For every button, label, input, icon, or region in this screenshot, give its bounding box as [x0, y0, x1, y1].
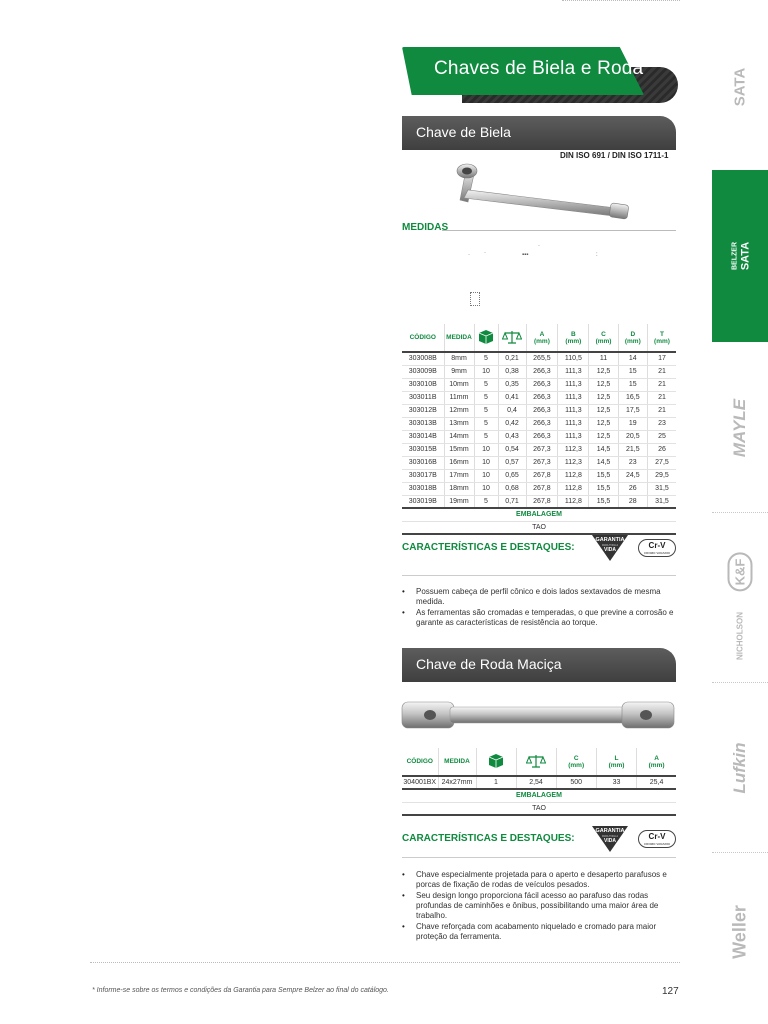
- table-cell: 16,5: [618, 391, 647, 404]
- col-codigo: CÓDIGO: [402, 748, 438, 776]
- table-cell: 21: [647, 391, 676, 404]
- scale-icon: [526, 753, 546, 769]
- table-cell: 5: [474, 378, 498, 391]
- garantia-mid: PARA TODA A: [601, 544, 619, 547]
- col-weight: [516, 748, 556, 776]
- brand-sata[interactable]: SATA: [731, 67, 749, 107]
- col-c-unit: (mm): [595, 337, 612, 345]
- table-cell: 2,54: [516, 776, 556, 789]
- table-cell: 303009B: [402, 365, 444, 378]
- bullet-item: • As ferramentas são cromadas e temperadas, o que previne a corrosão e garante as características de resistência ao torque.: [402, 608, 678, 628]
- section-header-chave-de-biela: [402, 116, 676, 150]
- brand-divider: [712, 682, 768, 683]
- bullet-item: • Possuem cabeça de perfil cônico e dois lados sextavados de mesma medida.: [402, 587, 678, 607]
- table-cell: 303012B: [402, 404, 444, 417]
- col-b: [558, 324, 589, 352]
- crv-label: Cr-V: [648, 832, 666, 841]
- table-cell: 17,5: [618, 404, 647, 417]
- table-cell: 0,42: [498, 417, 526, 430]
- table-cell: 10: [474, 482, 498, 495]
- brand-belzer-sata: SATA: [739, 241, 752, 271]
- table-cell: 21: [647, 404, 676, 417]
- table-cell: 0,57: [498, 456, 526, 469]
- garantia-badge: [590, 824, 630, 854]
- col-c-label: C: [573, 754, 579, 762]
- table-cell: 265,5: [526, 352, 558, 365]
- table-cell: 12,5: [589, 417, 618, 430]
- table-cell: 15mm: [444, 443, 474, 456]
- table-cell: 14mm: [444, 430, 474, 443]
- table-cell: 9mm: [444, 365, 474, 378]
- table-cell: 15: [618, 365, 647, 378]
- table-cell: 12,5: [589, 404, 618, 417]
- crv-sub: CROMO VANADIO: [644, 551, 670, 555]
- crv-label: Cr-V: [648, 541, 666, 550]
- table-cell: 112,8: [558, 482, 589, 495]
- section-title: Chave de Roda Maciça: [416, 656, 562, 672]
- col-c-unit: (mm): [568, 761, 585, 769]
- col-medida: MEDIDA: [444, 324, 474, 352]
- table-cell: 12,5: [589, 365, 618, 378]
- table-cell: 111,3: [558, 417, 589, 430]
- table-cell: 1: [476, 776, 516, 789]
- table-cell: 111,3: [558, 378, 589, 391]
- col-a-unit: (mm): [648, 761, 665, 769]
- table-cell: 5: [474, 495, 498, 508]
- dimension-mark: ·: [484, 250, 486, 256]
- table-row: [402, 443, 676, 456]
- table-cell: 10mm: [444, 378, 474, 391]
- roda-bullets: [402, 870, 678, 943]
- garantia-mid: PARA TODA A: [601, 835, 619, 838]
- dimension-diagram: [470, 292, 480, 306]
- crv-badge: [638, 830, 676, 848]
- table-cell: 112,3: [558, 443, 589, 456]
- table-cell: 12mm: [444, 404, 474, 417]
- table-row: [402, 404, 676, 417]
- table-cell: 20,5: [618, 430, 647, 443]
- table-cell: 266,3: [526, 391, 558, 404]
- table-cell: 11: [589, 352, 618, 365]
- crv-badge: [638, 539, 676, 557]
- l-wrench-image: [444, 158, 634, 228]
- brand-divider: [712, 512, 768, 513]
- table-cell: 14,5: [589, 456, 618, 469]
- table-row: [402, 469, 676, 482]
- table-cell: 266,3: [526, 430, 558, 443]
- col-a-label: A: [654, 754, 659, 762]
- table-cell: 303018B: [402, 482, 444, 495]
- table-cell: 31,5: [647, 482, 676, 495]
- table-cell: 5: [474, 430, 498, 443]
- table-row: [402, 417, 676, 430]
- table-cell: 267,3: [526, 443, 558, 456]
- table-cell: 303008B: [402, 352, 444, 365]
- col-d-label: D: [630, 330, 636, 338]
- din-standard: DIN ISO 691 / DIN ISO 1711-1: [560, 151, 669, 160]
- table-cell: 111,3: [558, 365, 589, 378]
- col-l-unit: (mm): [608, 761, 625, 769]
- bullet-item: • Chave especialmente projetada para o aperto e desaperto parafusos e porcas de fixação de rodas de veículos pesados.: [402, 870, 678, 890]
- table-cell: 29,5: [647, 469, 676, 482]
- active-brand-label: [729, 242, 752, 270]
- garantia-badge: [590, 533, 630, 563]
- table-cell: 26: [618, 482, 647, 495]
- chave-biela-table-body: [402, 352, 676, 508]
- scale-icon: [502, 329, 522, 345]
- col-c: [589, 324, 618, 352]
- table-cell: 18mm: [444, 482, 474, 495]
- crv-sub: CROMO VANADIO: [644, 842, 670, 846]
- table-cell: 112,8: [558, 495, 589, 508]
- brand-tab-belzer-sata[interactable]: [712, 170, 768, 342]
- page-title: Chaves de Biela e Roda: [434, 58, 644, 79]
- table-cell: 0,43: [498, 430, 526, 443]
- table-cell: 267,8: [526, 469, 558, 482]
- table-cell: 0,68: [498, 482, 526, 495]
- table-cell: 15: [618, 378, 647, 391]
- table-cell: 5: [474, 417, 498, 430]
- footer-rule: [90, 962, 680, 963]
- col-b-label: B: [571, 330, 576, 338]
- garantia-bottom: VIDA: [604, 838, 616, 844]
- table-cell: 11mm: [444, 391, 474, 404]
- table-cell: 266,3: [526, 417, 558, 430]
- top-dotted-rule: [562, 0, 680, 1]
- table-cell: 112,3: [558, 456, 589, 469]
- table-cell: 111,3: [558, 391, 589, 404]
- table-cell: 0,38: [498, 365, 526, 378]
- section-header-chave-de-roda: [402, 648, 676, 682]
- characteristics-rule: [402, 575, 676, 576]
- table-cell: 5: [474, 391, 498, 404]
- table-cell: 33: [596, 776, 636, 789]
- table-cell: 21,5: [618, 443, 647, 456]
- table-cell: 111,3: [558, 404, 589, 417]
- table-cell: 267,8: [526, 495, 558, 508]
- table-cell: 111,3: [558, 430, 589, 443]
- table-cell: 23: [647, 417, 676, 430]
- table-cell: 10: [474, 469, 498, 482]
- col-t: [647, 324, 676, 352]
- table-row: [402, 365, 676, 378]
- col-weight: [498, 324, 526, 352]
- embalagem-label: EMBALAGEM: [402, 508, 676, 521]
- garantia-bottom: VIDA: [604, 547, 616, 553]
- col-a: [526, 324, 558, 352]
- box-icon: [488, 753, 504, 769]
- table-row: [402, 352, 676, 365]
- col-a: [637, 748, 676, 776]
- table-cell: 21: [647, 378, 676, 391]
- table-cell: 19mm: [444, 495, 474, 508]
- table-cell: 303013B: [402, 417, 444, 430]
- table-cell: 24x27mm: [438, 776, 476, 789]
- table-cell: 17: [647, 352, 676, 365]
- characteristics-rule: [402, 857, 676, 858]
- table-row: [402, 456, 676, 469]
- table-cell: 24,5: [618, 469, 647, 482]
- table-cell: 12,5: [589, 378, 618, 391]
- table-cell: 25,4: [637, 776, 676, 789]
- table-cell: 25: [647, 430, 676, 443]
- table-cell: 303017B: [402, 469, 444, 482]
- col-t-label: T: [659, 330, 664, 338]
- table-cell: 12,5: [589, 391, 618, 404]
- table-cell: 8mm: [444, 352, 474, 365]
- table-cell: 0,35: [498, 378, 526, 391]
- table-cell: 10: [474, 456, 498, 469]
- table-cell: 303016B: [402, 456, 444, 469]
- table-cell: 17mm: [444, 469, 474, 482]
- col-t-unit: (mm): [654, 337, 670, 345]
- bullet-item: • Chave reforçada com acabamento niquelado e cromado para maior proteção da ferramenta.: [402, 922, 678, 942]
- table-cell: 10: [474, 365, 498, 378]
- table-cell: 12,5: [589, 430, 618, 443]
- dimension-mark: ▪▪▪: [522, 252, 529, 258]
- table-row: [402, 482, 676, 495]
- table-row: [402, 378, 676, 391]
- table-cell: 303010B: [402, 378, 444, 391]
- box-icon: [478, 329, 494, 345]
- dimension-mark: :: [596, 252, 598, 258]
- table-cell: 14: [618, 352, 647, 365]
- table-row: [402, 776, 676, 789]
- bullet-item: • Seu design longo proporciona fácil acesso ao parafuso das rodas profundas de caminhões e ônibus, possibilitando uma maior área de trabalho.: [402, 891, 678, 921]
- table-cell: 267,3: [526, 456, 558, 469]
- table-cell: 31,5: [647, 495, 676, 508]
- main-header-ribbon: [402, 47, 678, 105]
- table-row: [402, 495, 676, 508]
- table-cell: 19: [618, 417, 647, 430]
- col-codigo: CÓDIGO: [402, 324, 444, 352]
- table-cell: 0,21: [498, 352, 526, 365]
- col-c: [556, 748, 596, 776]
- table-cell: 27,5: [647, 456, 676, 469]
- table-cell: 0,54: [498, 443, 526, 456]
- table-cell: 0,41: [498, 391, 526, 404]
- biela-bullets: [402, 587, 678, 629]
- table-cell: 13mm: [444, 417, 474, 430]
- table-cell: 0,65: [498, 469, 526, 482]
- table-cell: 500: [556, 776, 596, 789]
- brand-weller[interactable]: Weller: [729, 905, 750, 959]
- table-row: [402, 391, 676, 404]
- col-l: [596, 748, 636, 776]
- table-row: [402, 430, 676, 443]
- embalagem-value: TAO: [402, 802, 676, 815]
- table-cell: 267,8: [526, 482, 558, 495]
- garantia-top: GARANTIA: [595, 828, 625, 834]
- table-cell: 10: [474, 443, 498, 456]
- table-cell: 23: [618, 456, 647, 469]
- page-number: 127: [662, 986, 679, 997]
- table-cell: 16mm: [444, 456, 474, 469]
- table-cell: 28: [618, 495, 647, 508]
- table-cell: 5: [474, 404, 498, 417]
- roda-wrench-image: [400, 698, 676, 732]
- table-cell: 303014B: [402, 430, 444, 443]
- table-cell: 266,3: [526, 378, 558, 391]
- chave-biela-table: [402, 324, 676, 535]
- table-cell: 14,5: [589, 443, 618, 456]
- col-a-label: A: [539, 330, 545, 338]
- col-medida: MEDIDA: [438, 748, 476, 776]
- characteristics-title: CARACTERÍSTICAS E DESTAQUES:: [402, 833, 575, 844]
- table-cell: 303019B: [402, 495, 444, 508]
- table-cell: 15,5: [589, 469, 618, 482]
- table-cell: 266,3: [526, 365, 558, 378]
- table-cell: 15,5: [589, 482, 618, 495]
- table-cell: 304001BX: [402, 776, 438, 789]
- brand-nicholson[interactable]: NICHOLSON: [735, 612, 745, 660]
- table-cell: 266,3: [526, 404, 558, 417]
- col-d-unit: (mm): [624, 337, 641, 345]
- characteristics-title: CARACTERÍSTICAS E DESTAQUES:: [402, 542, 575, 553]
- col-l-label: L: [614, 754, 619, 762]
- table-cell: 5: [474, 352, 498, 365]
- table-cell: 0,71: [498, 495, 526, 508]
- chave-roda-table: [402, 748, 676, 816]
- medidas-title: MEDIDAS: [402, 222, 449, 233]
- table-cell: 303015B: [402, 443, 444, 456]
- brand-lufkin[interactable]: Lufkin: [730, 742, 749, 794]
- brand-kf[interactable]: K&F: [728, 553, 753, 592]
- garantia-top: GARANTIA: [595, 537, 625, 543]
- dimension-mark: ·: [538, 243, 540, 249]
- dimension-mark: ·: [468, 252, 470, 258]
- col-d: [618, 324, 647, 352]
- table-cell: 112,8: [558, 469, 589, 482]
- table-cell: 15,5: [589, 495, 618, 508]
- medidas-rule: [442, 230, 676, 231]
- section-title: Chave de Biela: [416, 124, 511, 140]
- table-cell: 303011B: [402, 391, 444, 404]
- footnote: * Informe-se sobre os termos e condições da Garantia para Sempre Belzer ao final do catálogo.: [92, 987, 389, 994]
- col-c-label: C: [601, 330, 606, 338]
- brand-mayle[interactable]: MAYLE: [730, 398, 749, 458]
- table-cell: 21: [647, 365, 676, 378]
- col-b-unit: (mm): [565, 337, 582, 345]
- embalagem-value: TAO: [402, 521, 676, 534]
- embalagem-label: EMBALAGEM: [402, 789, 676, 802]
- chave-roda-table-body: [402, 776, 676, 789]
- table-cell: 26: [647, 443, 676, 456]
- col-a-unit: (mm): [533, 337, 550, 345]
- col-box: [474, 324, 498, 352]
- table-cell: 110,5: [558, 352, 589, 365]
- brand-divider: [712, 852, 768, 853]
- table-cell: 0,4: [498, 404, 526, 417]
- col-box: [476, 748, 516, 776]
- brand-belzer: BELZER: [731, 242, 739, 270]
